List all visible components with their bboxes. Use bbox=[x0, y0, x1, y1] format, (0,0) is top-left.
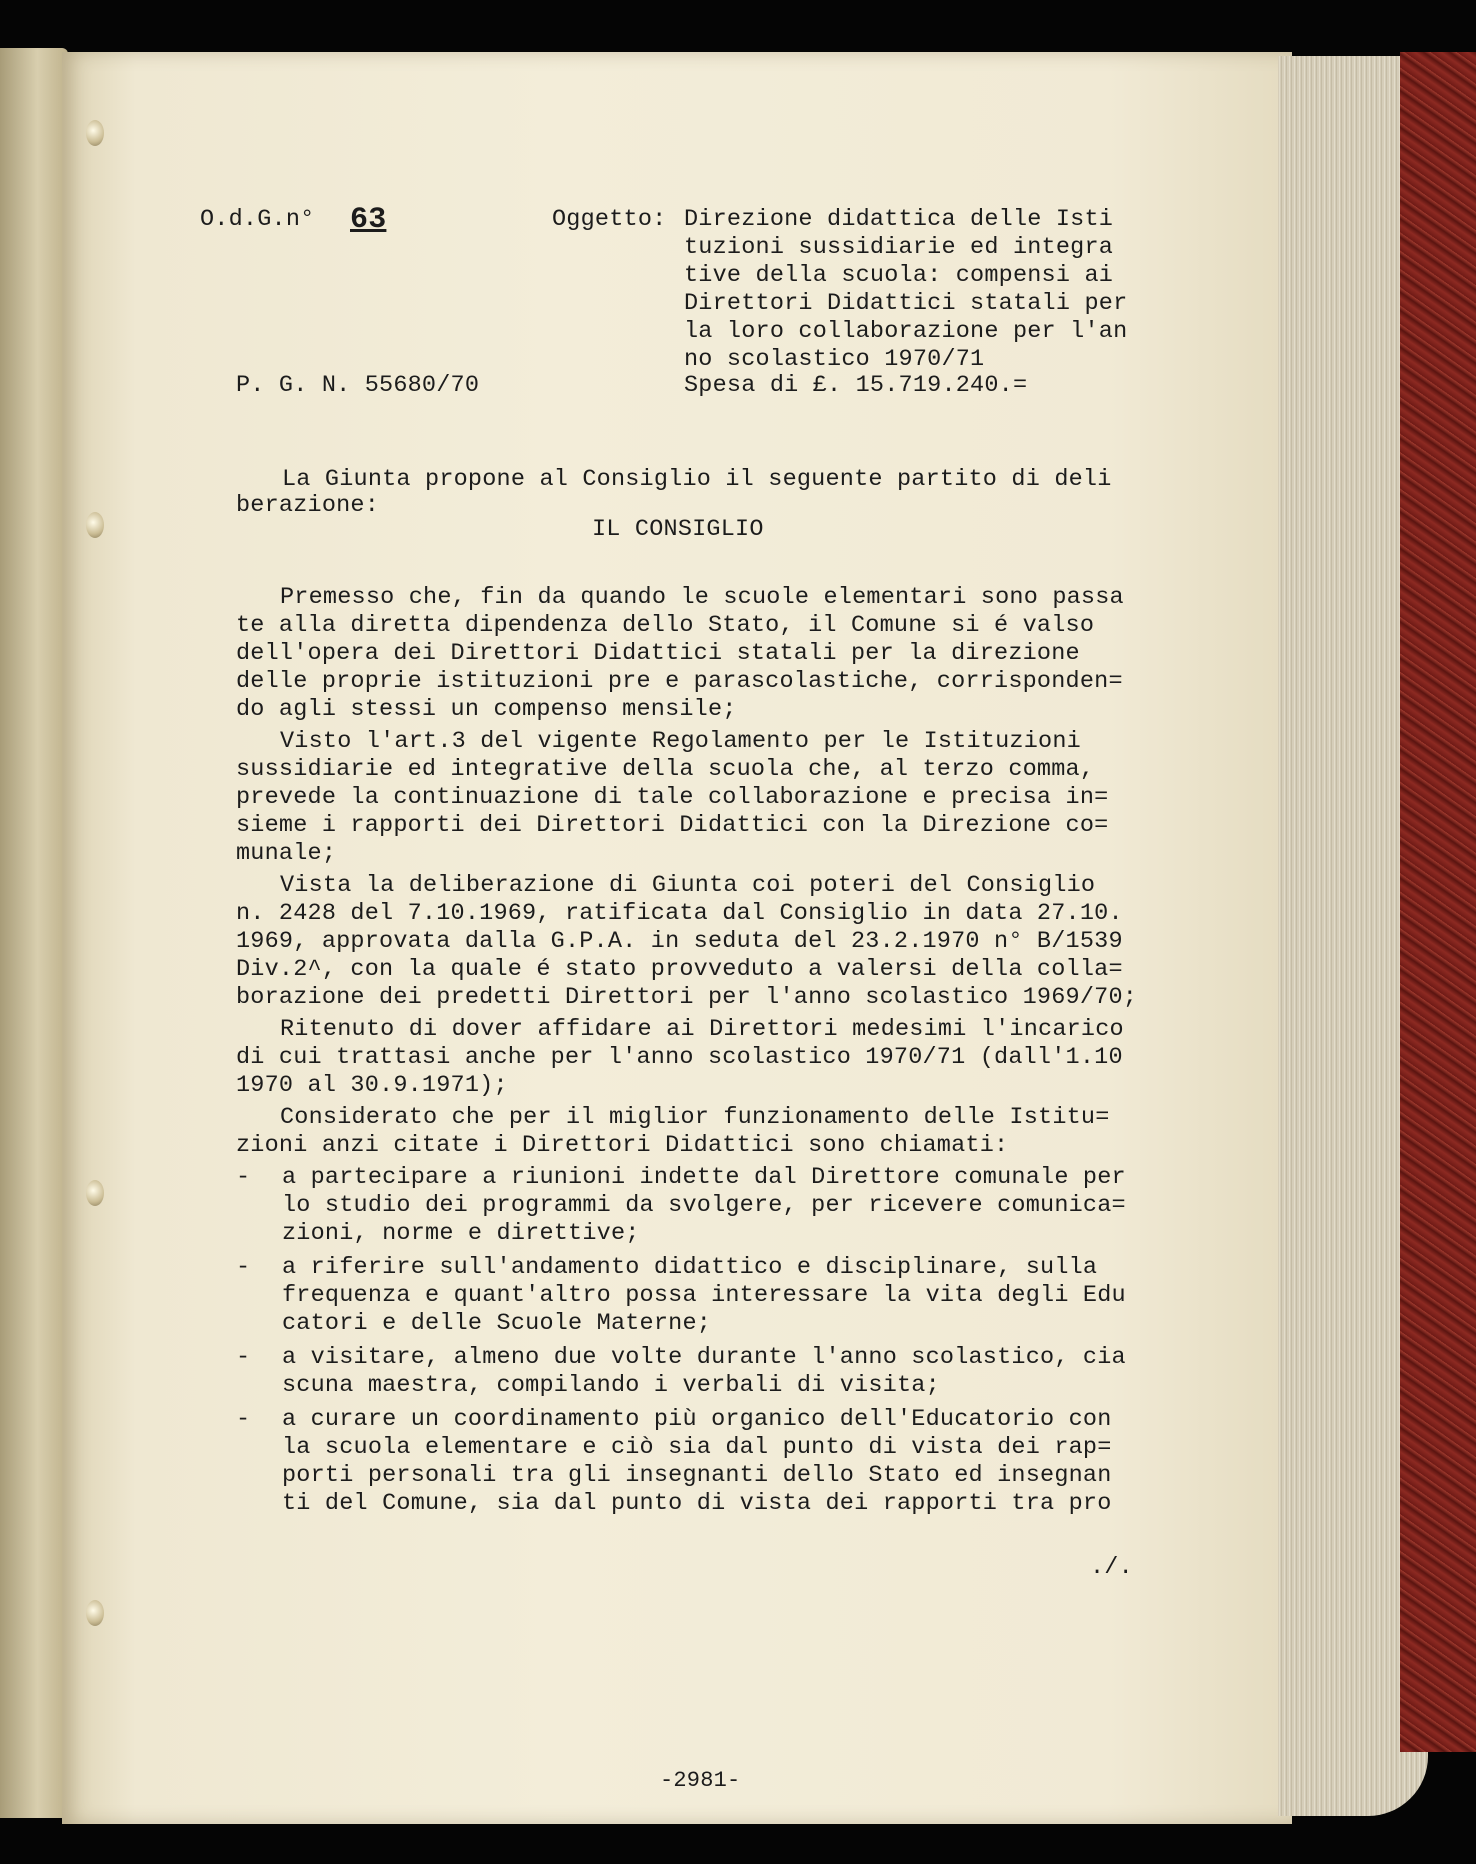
binding-hole-icon bbox=[86, 120, 104, 146]
oggetto-line: tive della scuola: compensi ai bbox=[684, 262, 1114, 289]
body-line: do agli stessi un compenso mensile; bbox=[236, 696, 737, 723]
oggetto-line: Spesa di £. 15.719.240.= bbox=[684, 372, 1028, 399]
body-line: Considerato che per il miglior funzionamento delle Istitu= bbox=[280, 1104, 1110, 1131]
body-line: Visto l'art.3 del vigente Regolamento per le Istituzioni bbox=[280, 728, 1081, 755]
list-bullet: - bbox=[236, 1254, 251, 1281]
body-line: sussidiarie ed integrative della scuola che, al terzo comma, bbox=[236, 756, 1095, 783]
binding-hole-icon bbox=[86, 1180, 104, 1206]
body-line: Premesso che, fin da quando le scuole elementari sono passa bbox=[280, 584, 1124, 611]
oggetto-line: Direzione didattica delle Isti bbox=[684, 206, 1114, 233]
list-item-line: lo studio dei programmi da svolgere, per ricevere comunica= bbox=[282, 1192, 1126, 1219]
pgn-number: P. G. N. 55680/70 bbox=[236, 372, 480, 399]
binding-hole-icon bbox=[86, 512, 104, 538]
list-item-line: frequenza e quant'altro possa interessare la vita degli Edu bbox=[282, 1282, 1126, 1309]
list-item-line: ti del Comune, sia dal punto di vista dei rapporti tra pro bbox=[282, 1490, 1112, 1517]
book-cover-edge bbox=[1400, 52, 1476, 1752]
list-bullet: - bbox=[236, 1406, 251, 1433]
page-number: -2981- bbox=[660, 1768, 741, 1793]
body-line: Vista la deliberazione di Giunta coi poteri del Consiglio bbox=[280, 872, 1096, 899]
continued-marker: ./. bbox=[1090, 1554, 1133, 1581]
oggetto-line: tuzioni sussidiarie ed integra bbox=[684, 234, 1114, 261]
list-item-line: zioni, norme e direttive; bbox=[282, 1220, 640, 1247]
body-line: n. 2428 del 7.10.1969, ratificata dal Consiglio in data 27.10. bbox=[236, 900, 1123, 927]
oggetto-line: no scolastico 1970/71 bbox=[684, 346, 985, 373]
list-item-line: a partecipare a riunioni indette dal Direttore comunale per bbox=[282, 1164, 1126, 1191]
body-line: borazione dei predetti Direttori per l'anno scolastico 1969/70; bbox=[236, 984, 1138, 1011]
body-line: 1969, approvata dalla G.P.A. in seduta del 23.2.1970 n° B/1539 bbox=[236, 928, 1123, 955]
oggetto-line: Direttori Didattici statali per bbox=[684, 290, 1128, 317]
section-heading: IL CONSIGLIO bbox=[592, 516, 764, 543]
binding-hole-icon bbox=[86, 1600, 104, 1626]
body-line: munale; bbox=[236, 840, 337, 867]
body-line: zioni anzi citate i Direttori Didattici sono chiamati: bbox=[236, 1132, 1009, 1159]
body-line: Ritenuto di dover affidare ai Direttori medesimi l'incarico bbox=[280, 1016, 1124, 1043]
body-line: prevede la continuazione di tale collaborazione e precisa in= bbox=[236, 784, 1109, 811]
odg-label: O.d.G.n° bbox=[200, 206, 315, 233]
intro-line: berazione: bbox=[236, 492, 380, 519]
body-line: 1970 al 30.9.1971); bbox=[236, 1072, 508, 1099]
oggetto-line: la loro collaborazione per l'an bbox=[684, 318, 1128, 345]
list-bullet: - bbox=[236, 1344, 251, 1371]
list-item-line: scuna maestra, compilando i verbali di visita; bbox=[282, 1372, 940, 1399]
body-line: delle proprie istituzioni pre e parascolastiche, corrisponden= bbox=[236, 668, 1123, 695]
list-item-line: a curare un coordinamento più organico dell'Educatorio con bbox=[282, 1406, 1112, 1433]
body-line: Div.2^, con la quale é stato provveduto a valersi della colla= bbox=[236, 956, 1123, 983]
left-page-edge bbox=[0, 48, 68, 1818]
list-item-line: la scuola elementare e ciò sia dal punto di vista dei rap= bbox=[282, 1434, 1112, 1461]
body-line: di cui trattasi anche per l'anno scolastico 1970/71 (dall'1.10 bbox=[236, 1044, 1123, 1071]
list-item-line: catori e delle Scuole Materne; bbox=[282, 1310, 712, 1337]
list-item-line: a riferire sull'andamento didattico e disciplinare, sulla bbox=[282, 1254, 1098, 1281]
intro-line: La Giunta propone al Consiglio il seguente partito di deli bbox=[282, 466, 1112, 493]
list-item-line: a visitare, almeno due volte durante l'anno scolastico, cia bbox=[282, 1344, 1126, 1371]
odg-number: 63 bbox=[350, 203, 387, 237]
body-line: dell'opera dei Direttori Didattici statali per la direzione bbox=[236, 640, 1080, 667]
body-line: te alla diretta dipendenza dello Stato, il Comune si é valso bbox=[236, 612, 1095, 639]
oggetto-label: Oggetto: bbox=[552, 206, 667, 233]
list-item-line: porti personali tra gli insegnanti dello Stato ed insegnan bbox=[282, 1462, 1112, 1489]
list-bullet: - bbox=[236, 1164, 251, 1191]
body-line: sieme i rapporti dei Direttori Didattici con la Direzione co= bbox=[236, 812, 1109, 839]
